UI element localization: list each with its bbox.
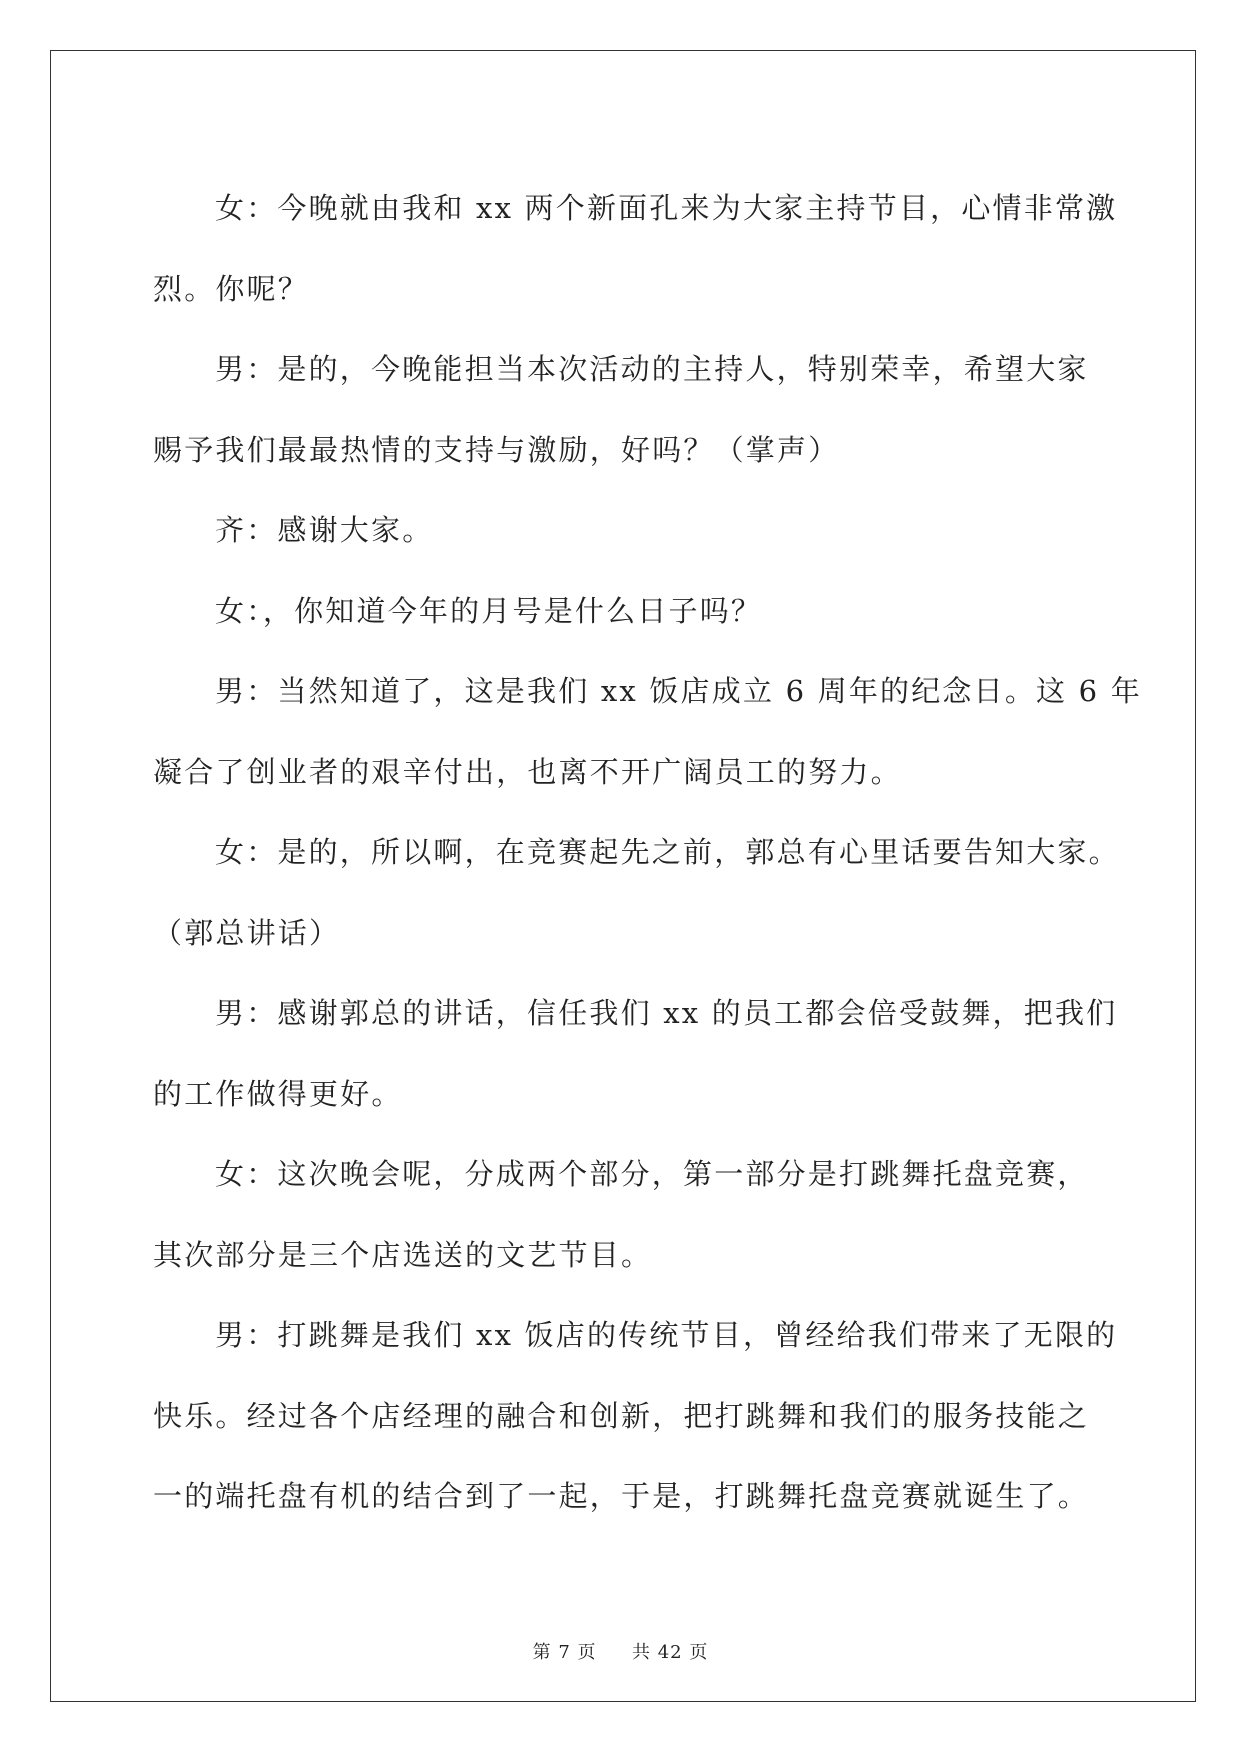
page-total: 共 42 页: [632, 1642, 709, 1663]
text-line: 女：今晚就由我和 xx 两个新面孔来为大家主持节目，心情非常激: [215, 191, 1118, 225]
text-line: 快乐。经过各个店经理的融合和创新，把打跳舞和我们的服务技能之: [153, 1398, 1090, 1433]
text-line: 女：是的，所以啊，在竞赛起先之前，郭总有心里话要告知大家。: [215, 835, 1120, 869]
text-line: 一的端托盘有机的结合到了一起，于是，打跳舞托盘竞赛就诞生了。: [153, 1479, 1090, 1513]
text-line: 男：当然知道了，这是我们 xx 饭店成立 6 周年的纪念日。这 6 年: [215, 674, 1142, 708]
text-line: 女：这次晚会呢，分成两个部分，第一部分是打跳舞托盘竞赛，: [215, 1157, 1089, 1191]
text-line: （郭总讲话）: [153, 915, 341, 950]
text-line: 女：，你知道今年的月号是什么日子吗？: [215, 593, 763, 628]
text-line: 烈。你呢？: [153, 271, 310, 306]
dialogue-text: [153, 168, 1142, 1537]
text-line: 齐：感谢大家。: [215, 513, 434, 547]
text-line: 赐予我们最最热情的支持与激励，好吗？（掌声）: [153, 432, 840, 467]
page-footer: [0, 1638, 1241, 1664]
text-line: 男：是的，今晚能担当本次活动的主持人，特别荣幸，希望大家: [215, 352, 1089, 386]
document-body: [153, 168, 1142, 1537]
text-line: 男：感谢郭总的讲话，信任我们 xx 的员工都会倍受鼓舞，把我们: [215, 996, 1118, 1030]
text-line: 凝合了创业者的艰辛付出，也离不开广阔员工的努力。: [153, 754, 902, 789]
text-line: 男：打跳舞是我们 xx 饭店的传统节目，曾经给我们带来了无限的: [215, 1318, 1118, 1352]
text-line: 的工作做得更好。: [153, 1076, 403, 1111]
text-line: 其次部分是三个店选送的文艺节目。: [153, 1237, 653, 1272]
page-number: 第 7 页: [532, 1642, 597, 1663]
